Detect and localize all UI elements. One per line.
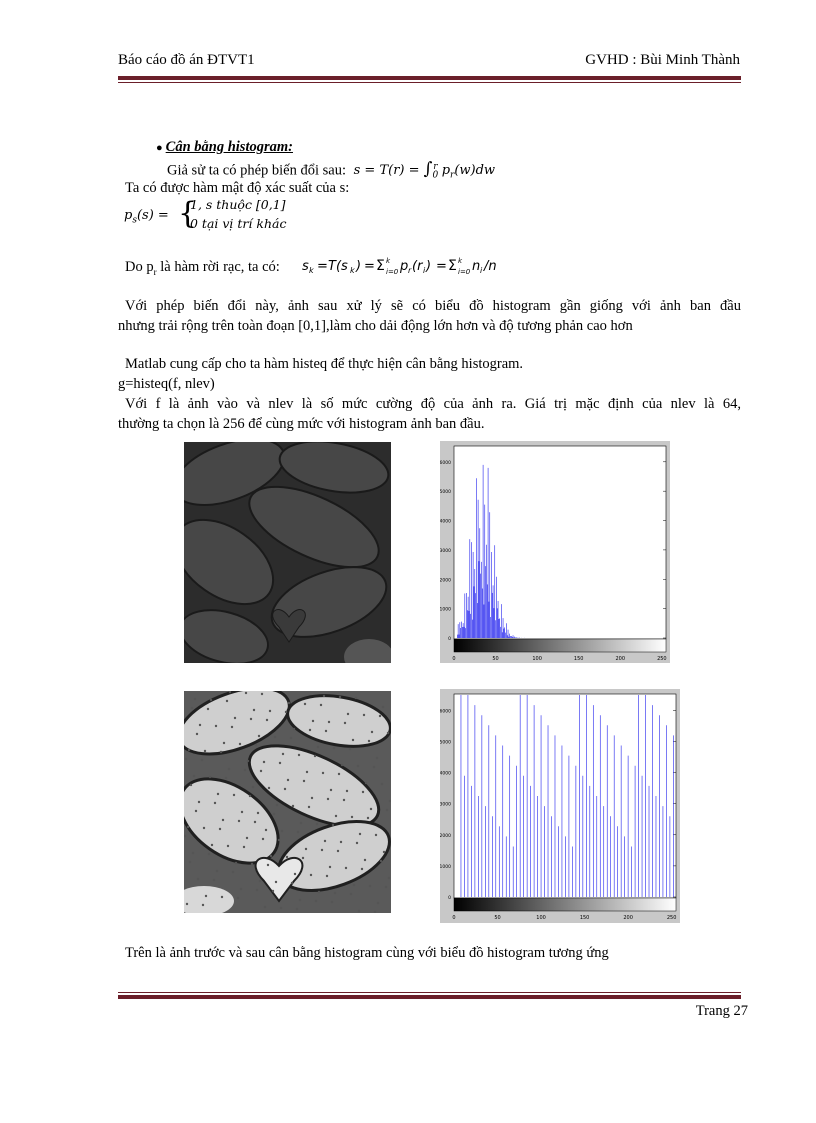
x-tick-label: 250 [657, 656, 667, 662]
texture-speck [330, 789, 332, 791]
texture-speck [274, 736, 276, 738]
y-tick-label: 3000 [440, 548, 451, 554]
x-tick-label: 50 [492, 656, 499, 662]
texture-speck [300, 822, 302, 824]
texture-speck [370, 808, 372, 810]
texture-speck [219, 828, 221, 830]
texture-speck [225, 777, 227, 779]
texture-speck [246, 837, 248, 839]
texture-speck [322, 772, 324, 774]
texture-speck [310, 874, 312, 876]
texture-speck [338, 773, 340, 775]
texture-speck [185, 758, 187, 760]
y-tick-label: 5000 [440, 740, 451, 746]
line-density: Ta có được hàm mật độ xác suất của s: [125, 180, 350, 196]
texture-speck [373, 766, 375, 768]
texture-speck [308, 806, 310, 808]
texture-speck [187, 826, 189, 828]
formula-piecewise: $p_s(s)$ = { 1, s thuộc [0,1] 0 tại vị trí khác [124, 196, 287, 231]
y-tick-label: 5000 [440, 490, 451, 496]
texture-speck [312, 720, 314, 722]
header-left: Báo cáo đồ án ĐTVT1 [118, 52, 255, 68]
texture-speck [210, 699, 212, 701]
texture-speck [361, 868, 363, 870]
texture-speck [306, 771, 308, 773]
paragraph-transform-effect-2: nhưng trải rộng trên toàn đoạn [0,1],làm cho dải động lớn hơn và độ tương phản cao hơn [118, 318, 633, 334]
texture-speck [377, 902, 379, 904]
texture-speck [209, 776, 211, 778]
svg-text:=: = [317, 259, 328, 274]
section-title: Cân bằng histogram: [165, 139, 293, 155]
texture-speck [323, 695, 325, 697]
texture-speck [381, 783, 383, 785]
case-one: 1, s thuộc [0,1] [190, 197, 286, 212]
texture-speck [235, 862, 237, 864]
formula-discrete-svg [300, 253, 560, 277]
texture-speck [296, 908, 298, 910]
svg-text:i=0: i=0 [458, 268, 471, 276]
svg-text:): ) [426, 259, 432, 274]
svg-text:(r: (r [412, 259, 423, 274]
texture-speck [207, 708, 209, 710]
texture-speck [252, 786, 254, 788]
texture-speck [335, 815, 337, 817]
paragraph-transform-effect-1: Với phép biến đổi này, ảnh sau xử lý sẽ có biểu đồ histogram gần giống với ảnh ban đầu [125, 298, 741, 314]
texture-speck [247, 760, 249, 762]
texture-speck [244, 769, 246, 771]
texture-speck [254, 821, 256, 823]
x-tick-label: 200 [623, 915, 633, 921]
page-number: Trang 27 [695, 1003, 748, 1019]
texture-speck [216, 870, 218, 872]
texture-speck [324, 840, 326, 842]
section-heading [156, 137, 293, 158]
texture-speck [196, 733, 198, 735]
texture-speck [386, 809, 388, 811]
texture-speck [315, 900, 317, 902]
x-tick-label: 50 [494, 915, 501, 921]
texture-speck [233, 794, 235, 796]
texture-speck [193, 775, 195, 777]
texture-speck [204, 750, 206, 752]
texture-speck [288, 702, 290, 704]
texture-speck [190, 784, 192, 786]
texture-speck [238, 820, 240, 822]
texture-speck [350, 893, 352, 895]
texture-speck [266, 719, 268, 721]
svg-text:k: k [458, 257, 463, 265]
svg-text:i: i [480, 266, 483, 275]
texture-speck [304, 703, 306, 705]
texture-speck [291, 882, 293, 884]
texture-speck [285, 711, 287, 713]
original-image [184, 442, 391, 663]
texture-speck [205, 895, 207, 897]
texture-speck [334, 892, 336, 894]
svg-text:s: s [302, 259, 309, 274]
texture-speck [329, 866, 331, 868]
svg-text:Σ: Σ [448, 258, 457, 274]
texture-speck [278, 839, 280, 841]
texture-speck [208, 853, 210, 855]
texture-speck [347, 713, 349, 715]
texture-speck [214, 802, 216, 804]
histogram-original [440, 441, 670, 663]
texture-speck [186, 903, 188, 905]
texture-speck [253, 709, 255, 711]
texture-speck [270, 855, 272, 857]
texture-speck [203, 827, 205, 829]
texture-speck [294, 873, 296, 875]
texture-speck [202, 904, 204, 906]
texture-speck [259, 880, 261, 882]
y-tick-label: 1000 [440, 864, 451, 870]
texture-speck [192, 852, 194, 854]
svg-text:r: r [408, 266, 412, 275]
texture-speck [314, 755, 316, 757]
hist2-grayscale-bar [454, 898, 676, 911]
y-tick-label: 4000 [440, 519, 451, 525]
bullet-icon: ● [156, 142, 163, 154]
texture-speck [222, 819, 224, 821]
svg-text:i=0: i=0 [386, 268, 399, 276]
texture-speck [331, 901, 333, 903]
texture-speck [280, 907, 282, 909]
texture-speck [353, 884, 355, 886]
texture-speck [363, 714, 365, 716]
texture-speck [223, 742, 225, 744]
texture-speck [318, 891, 320, 893]
texture-speck [385, 886, 387, 888]
texture-speck [375, 834, 377, 836]
texture-speck [276, 804, 278, 806]
y-tick-label: 2000 [440, 833, 451, 839]
texture-speck [231, 726, 233, 728]
texture-speck [380, 860, 382, 862]
texture-speck [195, 810, 197, 812]
texture-speck [328, 721, 330, 723]
texture-speck [382, 706, 384, 708]
texture-speck [365, 782, 367, 784]
texture-speck [337, 850, 339, 852]
header-rule-thin [118, 82, 741, 83]
texture-speck [243, 846, 245, 848]
texture-speck [309, 729, 311, 731]
svg-text:/n: /n [484, 259, 497, 274]
svg-text:T(s: T(s [328, 259, 348, 274]
y-tick-label: 2000 [440, 578, 451, 584]
texture-speck [213, 879, 215, 881]
texture-speck [250, 718, 252, 720]
y-tick-label: 4000 [440, 771, 451, 777]
texture-speck [376, 757, 378, 759]
texture-speck [221, 896, 223, 898]
texture-speck [299, 899, 301, 901]
texture-speck [290, 737, 292, 739]
texture-speck [234, 717, 236, 719]
texture-speck [282, 753, 284, 755]
texture-speck [368, 740, 370, 742]
texture-speck [325, 730, 327, 732]
y-tick-label: 6000 [440, 460, 451, 466]
texture-speck [352, 739, 354, 741]
texture-speck [220, 751, 222, 753]
header-right: GVHD : Bùi Minh Thành [585, 52, 740, 68]
texture-speck [269, 710, 271, 712]
texture-speck [189, 861, 191, 863]
transform-text: Giả sử ta có phép biến đổi sau: [167, 162, 346, 179]
texture-speck [344, 722, 346, 724]
texture-speck [387, 732, 389, 734]
texture-speck [286, 856, 288, 858]
texture-speck [305, 848, 307, 850]
x-tick-label: 100 [532, 656, 542, 662]
texture-speck [284, 788, 286, 790]
svg-text:=: = [436, 259, 447, 274]
paragraph-matlab: Matlab cung cấp cho ta hàm histeq để thực hiện cân bằng histogram. [125, 356, 524, 372]
x-tick-label: 0 [452, 656, 456, 662]
texture-speck [232, 871, 234, 873]
footer-rule [118, 995, 741, 999]
texture-speck [340, 841, 342, 843]
x-tick-label: 150 [579, 915, 590, 921]
histogram-equalized [440, 689, 680, 923]
texture-speck [367, 817, 369, 819]
texture-speck [357, 765, 359, 767]
texture-speck [262, 838, 264, 840]
texture-speck [298, 754, 300, 756]
x-tick-label: 200 [615, 656, 626, 662]
texture-speck [303, 780, 305, 782]
svg-text:Σ: Σ [376, 258, 385, 274]
y-tick-label: 1000 [440, 607, 451, 613]
texture-speck [228, 768, 230, 770]
footer-rule-thin [118, 992, 741, 993]
texture-speck [358, 910, 360, 912]
texture-speck [351, 816, 353, 818]
texture-speck [333, 747, 335, 749]
texture-speck [211, 844, 213, 846]
texture-speck [249, 795, 251, 797]
texture-speck [241, 811, 243, 813]
line-discrete: Do $p_r$ là hàm rời rạc, ta có: [125, 259, 280, 277]
texture-speck [237, 897, 239, 899]
texture-speck [341, 764, 343, 766]
texture-speck [332, 824, 334, 826]
formula-discrete [300, 253, 560, 277]
texture-speck [321, 849, 323, 851]
x-tick-label: 100 [536, 915, 546, 921]
texture-speck [267, 864, 269, 866]
x-tick-label: 250 [666, 915, 677, 921]
texture-speck [260, 770, 262, 772]
texture-speck [263, 761, 265, 763]
texture-speck [217, 793, 219, 795]
texture-speck [369, 885, 371, 887]
texture-speck [226, 700, 228, 702]
texture-speck [302, 857, 304, 859]
texture-speck [317, 746, 319, 748]
texture-speck [349, 748, 351, 750]
texture-speck [272, 890, 274, 892]
texture-speck [256, 889, 258, 891]
texture-speck [297, 831, 299, 833]
svg-text:k: k [309, 266, 314, 275]
texture-speck [194, 698, 196, 700]
texture-speck [197, 878, 199, 880]
texture-speck [339, 696, 341, 698]
texture-speck [327, 798, 329, 800]
paragraph-nlev-2: thường ta chọn là 256 để cùng mức với histogram ảnh ban đầu. [118, 416, 485, 432]
texture-speck [261, 693, 263, 695]
svg-text:n: n [472, 259, 481, 274]
texture-speck [239, 743, 241, 745]
texture-speck [264, 906, 266, 908]
svg-text:k: k [386, 257, 391, 265]
texture-speck [356, 842, 358, 844]
texture-speck [292, 805, 294, 807]
texture-speck [279, 762, 281, 764]
hist1-grayscale-bar [454, 639, 666, 652]
texture-speck [293, 728, 295, 730]
texture-speck [227, 845, 229, 847]
y-tick-label: 6000 [440, 709, 451, 715]
figure-caption: Trên là ảnh trước và sau cân bằng histogram cùng với biểu đồ histogram tương ứng [125, 945, 609, 961]
texture-speck [191, 707, 193, 709]
texture-speck [316, 823, 318, 825]
texture-speck [346, 790, 348, 792]
texture-speck [311, 797, 313, 799]
texture-speck [268, 787, 270, 789]
y-tick-label: 0 [448, 637, 451, 642]
texture-speck [364, 859, 366, 861]
texture-speck [198, 801, 200, 803]
texture-speck [388, 877, 390, 879]
texture-speck [245, 692, 247, 694]
texture-speck [359, 833, 361, 835]
texture-speck [275, 881, 277, 883]
texture-speck [281, 830, 283, 832]
y-tick-label: 3000 [440, 802, 451, 808]
texture-speck [257, 812, 259, 814]
texture-speck [255, 744, 257, 746]
code-histeq: g=histeq(f, nlev) [118, 376, 215, 392]
header-rule [118, 76, 741, 80]
texture-speck [258, 735, 260, 737]
texture-speck [343, 799, 345, 801]
paragraph-nlev-1: Với f là ảnh vào và nlev là số mức cường độ của ảnh ra. Giá trị mặc định của nlev là 64, [125, 396, 741, 412]
equalized-image [184, 691, 391, 913]
svg-text:p: p [400, 259, 409, 274]
texture-speck [188, 749, 190, 751]
texture-speck [320, 704, 322, 706]
x-tick-label: 0 [452, 915, 456, 921]
texture-speck [362, 791, 364, 793]
x-tick-label: 150 [573, 656, 584, 662]
texture-speck [215, 725, 217, 727]
formula-transform: $s = T(r) = \int_0^r$ $p_r(w)dw$ [353, 159, 496, 181]
texture-speck [251, 863, 253, 865]
texture-speck [199, 724, 201, 726]
texture-speck [371, 731, 373, 733]
texture-speck [273, 813, 275, 815]
svg-text:): ) [356, 259, 362, 274]
texture-speck [345, 867, 347, 869]
texture-speck [326, 875, 328, 877]
texture-speck [201, 759, 203, 761]
texture-speck [240, 888, 242, 890]
texture-speck [383, 851, 385, 853]
svg-text:=: = [364, 259, 375, 274]
texture-speck [265, 829, 267, 831]
svg-text:i: i [423, 266, 426, 275]
svg-text:k: k [350, 266, 355, 275]
texture-speck [355, 697, 357, 699]
texture-speck [379, 715, 381, 717]
case-two: 0 tại vị trí khác [190, 216, 287, 231]
y-tick-label: 0 [448, 896, 451, 901]
texture-speck [287, 779, 289, 781]
